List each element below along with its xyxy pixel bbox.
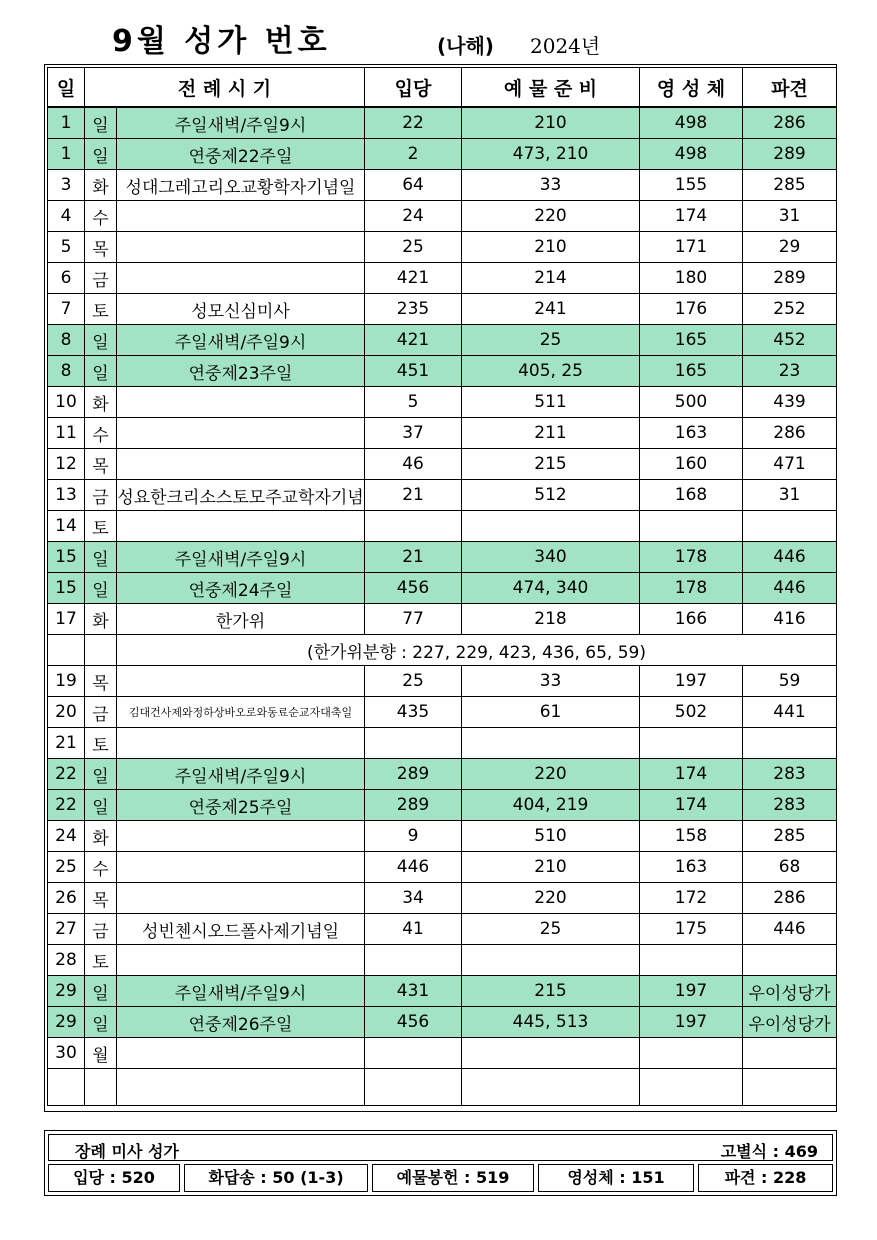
entrance-cell: 64	[365, 170, 462, 201]
day-cell	[48, 635, 85, 666]
weekday-cell: 토	[85, 294, 117, 325]
table-row	[48, 852, 837, 883]
day-cell: 25	[48, 852, 85, 883]
weekday-cell: 일	[85, 759, 117, 790]
season-cell	[117, 387, 365, 418]
dismissal-cell: 289	[743, 263, 837, 294]
weekday-cell: 금	[85, 480, 117, 511]
table-row	[48, 914, 837, 945]
offertory-cell: 218	[462, 604, 640, 635]
table-body	[48, 107, 837, 1106]
weekday-cell: 일	[85, 107, 117, 139]
offertory-cell: 210	[462, 107, 640, 139]
dismissal-cell: 23	[743, 356, 837, 387]
day-cell: 22	[48, 790, 85, 821]
dismissal-cell: 31	[743, 201, 837, 232]
day-cell: 4	[48, 201, 85, 232]
weekday-cell: 수	[85, 418, 117, 449]
weekday-cell: 금	[85, 697, 117, 728]
weekday-cell: 토	[85, 945, 117, 976]
weekday-cell: 화	[85, 604, 117, 635]
communion-cell	[640, 511, 743, 542]
weekday-cell: 수	[85, 852, 117, 883]
day-cell: 20	[48, 697, 85, 728]
offertory-cell: 512	[462, 480, 640, 511]
weekday-cell: 목	[85, 666, 117, 697]
weekday-cell: 일	[85, 573, 117, 604]
col-communion: 영 성 체	[640, 68, 743, 108]
communion-cell: 171	[640, 232, 743, 263]
communion-cell: 178	[640, 573, 743, 604]
season-cell: 한가위	[117, 604, 365, 635]
page-title: 9월 성가 번호	[112, 24, 331, 59]
table-row	[48, 635, 837, 666]
season-cell	[117, 1069, 365, 1106]
day-cell: 6	[48, 263, 85, 294]
offertory-cell: 474, 340	[462, 573, 640, 604]
offertory-cell: 61	[462, 697, 640, 728]
day-cell: 30	[48, 1038, 85, 1069]
dismissal-cell: 416	[743, 604, 837, 635]
communion-cell: 160	[640, 449, 743, 480]
table-row	[48, 170, 837, 201]
entrance-cell: 9	[365, 821, 462, 852]
col-offertory: 예 물 준 비	[462, 68, 640, 108]
season-cell	[117, 852, 365, 883]
season-cell: 연중제22주일	[117, 139, 365, 170]
day-cell: 24	[48, 821, 85, 852]
table-row	[48, 573, 837, 604]
offertory-cell: 214	[462, 263, 640, 294]
liturgical-year-cycle: (나해)	[437, 34, 494, 58]
weekday-cell: 토	[85, 728, 117, 759]
day-cell: 19	[48, 666, 85, 697]
dismissal-cell: 446	[743, 914, 837, 945]
dismissal-cell: 59	[743, 666, 837, 697]
dismissal-cell	[743, 728, 837, 759]
table-row	[48, 728, 837, 759]
table-row	[48, 1038, 837, 1069]
table-row	[48, 356, 837, 387]
communion-cell: 197	[640, 1007, 743, 1038]
season-cell	[117, 263, 365, 294]
entrance-cell: 421	[365, 263, 462, 294]
entrance-cell: 235	[365, 294, 462, 325]
dismissal-cell	[743, 511, 837, 542]
entrance-cell: 456	[365, 573, 462, 604]
day-cell: 3	[48, 170, 85, 201]
season-cell	[117, 232, 365, 263]
summary-header	[48, 1134, 833, 1161]
table-row	[48, 790, 837, 821]
dismissal-cell: 283	[743, 759, 837, 790]
table-row	[48, 604, 837, 635]
communion-cell: 172	[640, 883, 743, 914]
offertory-cell: 241	[462, 294, 640, 325]
weekday-cell: 목	[85, 232, 117, 263]
entrance-cell: 34	[365, 883, 462, 914]
table-row	[48, 263, 837, 294]
season-cell	[117, 728, 365, 759]
weekday-cell: 금	[85, 914, 117, 945]
table-row	[48, 821, 837, 852]
offertory-cell: 340	[462, 542, 640, 573]
season-cell: 연중제26주일	[117, 1007, 365, 1038]
table-row	[48, 759, 837, 790]
entrance-cell	[365, 511, 462, 542]
season-cell: 주일새벽/주일9시	[117, 759, 365, 790]
header-row	[48, 68, 837, 108]
offertory-cell: 220	[462, 201, 640, 232]
dismissal-cell: 68	[743, 852, 837, 883]
day-cell: 17	[48, 604, 85, 635]
entrance-cell	[365, 1038, 462, 1069]
entrance-cell: 431	[365, 976, 462, 1007]
weekday-cell: 수	[85, 201, 117, 232]
table-row	[48, 1069, 837, 1106]
day-cell: 15	[48, 542, 85, 573]
communion-cell: 166	[640, 604, 743, 635]
offertory-cell	[462, 1069, 640, 1106]
dismissal-cell: 286	[743, 883, 837, 914]
season-cell	[117, 418, 365, 449]
offertory-cell	[462, 1038, 640, 1069]
entrance-cell: 46	[365, 449, 462, 480]
weekday-cell: 화	[85, 821, 117, 852]
offertory-cell: 25	[462, 325, 640, 356]
season-cell: 주일새벽/주일9시	[117, 976, 365, 1007]
weekday-cell: 월	[85, 1038, 117, 1069]
day-cell: 21	[48, 728, 85, 759]
season-cell: 주일새벽/주일9시	[117, 325, 365, 356]
day-cell: 10	[48, 387, 85, 418]
weekday-cell: 목	[85, 449, 117, 480]
weekday-cell: 화	[85, 387, 117, 418]
col-dismissal: 파견	[743, 68, 837, 108]
weekday-cell: 일	[85, 1007, 117, 1038]
communion-cell: 500	[640, 387, 743, 418]
weekday-cell	[85, 635, 117, 666]
table-row	[48, 1007, 837, 1038]
season-cell: 연중제25주일	[117, 790, 365, 821]
offertory-cell: 33	[462, 666, 640, 697]
dismissal-cell	[743, 945, 837, 976]
day-cell	[48, 1069, 85, 1106]
season-cell	[117, 1038, 365, 1069]
summary-items	[48, 1164, 833, 1192]
day-cell: 28	[48, 945, 85, 976]
entrance-cell: 77	[365, 604, 462, 635]
table-row	[48, 201, 837, 232]
season-cell	[117, 511, 365, 542]
communion-cell: 180	[640, 263, 743, 294]
season-cell: 성요한크리소스토모주교학자기념	[117, 480, 365, 511]
communion-cell: 168	[640, 480, 743, 511]
day-cell: 11	[48, 418, 85, 449]
communion-cell: 197	[640, 976, 743, 1007]
dismissal-cell	[743, 1069, 837, 1106]
dismissal-cell: 471	[743, 449, 837, 480]
offertory-cell: 404, 219	[462, 790, 640, 821]
offertory-cell: 215	[462, 449, 640, 480]
season-cell: 연중제23주일	[117, 356, 365, 387]
dismissal-cell: 우이성당가	[743, 976, 837, 1007]
dismissal-cell: 452	[743, 325, 837, 356]
season-cell: 주일새벽/주일9시	[117, 542, 365, 573]
col-day: 일	[48, 68, 85, 108]
communion-cell	[640, 1038, 743, 1069]
table-row	[48, 294, 837, 325]
communion-cell: 178	[640, 542, 743, 573]
entrance-cell	[365, 728, 462, 759]
table-row	[48, 697, 837, 728]
weekday-cell: 일	[85, 139, 117, 170]
entrance-cell: 435	[365, 697, 462, 728]
dismissal-cell: 31	[743, 480, 837, 511]
communion-cell: 197	[640, 666, 743, 697]
weekday-cell: 일	[85, 976, 117, 1007]
farewell-hymn: 고별식 : 469	[720, 1142, 818, 1161]
entrance-cell: 25	[365, 666, 462, 697]
season-cell: 성빈첸시오드폴사제기념일	[117, 914, 365, 945]
summary-communion: 영성체 : 151	[538, 1164, 694, 1192]
entrance-cell: 22	[365, 107, 462, 139]
dismissal-cell: 286	[743, 107, 837, 139]
summary-psalm: 화답송 : 50 (1-3)	[184, 1164, 368, 1192]
dismissal-cell: 439	[743, 387, 837, 418]
dismissal-cell: 441	[743, 697, 837, 728]
weekday-cell: 금	[85, 263, 117, 294]
offertory-cell: 510	[462, 821, 640, 852]
season-cell: 주일새벽/주일9시	[117, 107, 365, 139]
dismissal-cell: 446	[743, 542, 837, 573]
offertory-cell: 473, 210	[462, 139, 640, 170]
season-cell	[117, 666, 365, 697]
weekday-cell: 일	[85, 325, 117, 356]
season-cell	[117, 201, 365, 232]
communion-cell: 165	[640, 356, 743, 387]
season-cell	[117, 883, 365, 914]
communion-cell: 502	[640, 697, 743, 728]
communion-cell	[640, 1069, 743, 1106]
dismissal-cell: 289	[743, 139, 837, 170]
dismissal-cell: 252	[743, 294, 837, 325]
day-cell: 27	[48, 914, 85, 945]
table-row	[48, 325, 837, 356]
summary-offertory: 예물봉헌 : 519	[372, 1164, 534, 1192]
season-cell	[117, 821, 365, 852]
offertory-cell: 210	[462, 232, 640, 263]
offertory-cell	[462, 728, 640, 759]
communion-cell: 174	[640, 790, 743, 821]
weekday-cell: 일	[85, 356, 117, 387]
summary-entrance: 입당 : 520	[48, 1164, 180, 1192]
entrance-cell: 421	[365, 325, 462, 356]
offertory-cell: 211	[462, 418, 640, 449]
hymn-schedule-table	[47, 67, 837, 1106]
entrance-cell: 25	[365, 232, 462, 263]
entrance-cell: 24	[365, 201, 462, 232]
dismissal-cell: 29	[743, 232, 837, 263]
weekday-cell: 일	[85, 790, 117, 821]
summary-dismissal: 파견 : 228	[698, 1164, 833, 1192]
day-cell: 22	[48, 759, 85, 790]
communion-cell: 175	[640, 914, 743, 945]
col-season: 전 례 시 기	[85, 68, 365, 108]
offertory-cell: 445, 513	[462, 1007, 640, 1038]
day-cell: 13	[48, 480, 85, 511]
weekday-cell: 일	[85, 542, 117, 573]
entrance-cell: 5	[365, 387, 462, 418]
communion-cell: 163	[640, 418, 743, 449]
communion-cell: 165	[640, 325, 743, 356]
entrance-cell: 41	[365, 914, 462, 945]
communion-cell	[640, 945, 743, 976]
communion-cell	[640, 728, 743, 759]
communion-cell: 174	[640, 201, 743, 232]
entrance-cell	[365, 945, 462, 976]
dismissal-cell: 우이성당가	[743, 1007, 837, 1038]
offertory-cell: 25	[462, 914, 640, 945]
table-row	[48, 387, 837, 418]
dismissal-cell: 446	[743, 573, 837, 604]
offertory-cell: 220	[462, 759, 640, 790]
offertory-cell: 33	[462, 170, 640, 201]
season-cell: 김대건사제와정하상바오로와동료순교자대축일	[117, 697, 365, 728]
day-cell: 1	[48, 139, 85, 170]
incense-note: (한가위분향 : 227, 229, 423, 436, 65, 59)	[117, 635, 837, 666]
day-cell: 26	[48, 883, 85, 914]
communion-cell: 163	[640, 852, 743, 883]
day-cell: 14	[48, 511, 85, 542]
title-bar	[0, 0, 877, 62]
dismissal-cell	[743, 1038, 837, 1069]
offertory-cell: 210	[462, 852, 640, 883]
season-cell	[117, 449, 365, 480]
offertory-cell: 405, 25	[462, 356, 640, 387]
table-row	[48, 666, 837, 697]
communion-cell: 174	[640, 759, 743, 790]
entrance-cell: 37	[365, 418, 462, 449]
communion-cell: 158	[640, 821, 743, 852]
day-cell: 8	[48, 356, 85, 387]
year-label: 2024년	[530, 34, 601, 58]
weekday-cell	[85, 1069, 117, 1106]
offertory-cell: 220	[462, 883, 640, 914]
dismissal-cell: 283	[743, 790, 837, 821]
summary-label: 장례 미사 성가	[75, 1142, 179, 1161]
table-row	[48, 883, 837, 914]
day-cell: 29	[48, 1007, 85, 1038]
season-cell: 성대그레고리오교황학자기념일	[117, 170, 365, 201]
col-entrance: 입당	[365, 68, 462, 108]
entrance-cell: 21	[365, 480, 462, 511]
communion-cell: 498	[640, 107, 743, 139]
dismissal-cell: 285	[743, 170, 837, 201]
funeral-mass-summary	[44, 1130, 837, 1196]
entrance-cell: 289	[365, 790, 462, 821]
table-row	[48, 418, 837, 449]
weekday-cell: 목	[85, 883, 117, 914]
table-row	[48, 139, 837, 170]
season-cell: 연중제24주일	[117, 573, 365, 604]
entrance-cell	[365, 1069, 462, 1106]
table-row	[48, 449, 837, 480]
communion-cell: 176	[640, 294, 743, 325]
entrance-cell: 289	[365, 759, 462, 790]
offertory-cell	[462, 945, 640, 976]
day-cell: 8	[48, 325, 85, 356]
communion-cell: 155	[640, 170, 743, 201]
dismissal-cell: 286	[743, 418, 837, 449]
entrance-cell: 451	[365, 356, 462, 387]
season-cell	[117, 945, 365, 976]
entrance-cell: 2	[365, 139, 462, 170]
table-row	[48, 976, 837, 1007]
table-row	[48, 542, 837, 573]
dismissal-cell: 285	[743, 821, 837, 852]
communion-cell: 498	[640, 139, 743, 170]
day-cell: 5	[48, 232, 85, 263]
table-row	[48, 945, 837, 976]
table-row	[48, 480, 837, 511]
weekday-cell: 토	[85, 511, 117, 542]
offertory-cell: 215	[462, 976, 640, 1007]
table-row	[48, 232, 837, 263]
weekday-cell: 화	[85, 170, 117, 201]
day-cell: 29	[48, 976, 85, 1007]
table-row	[48, 107, 837, 139]
day-cell: 12	[48, 449, 85, 480]
table-row	[48, 511, 837, 542]
offertory-cell: 511	[462, 387, 640, 418]
entrance-cell: 446	[365, 852, 462, 883]
entrance-cell: 21	[365, 542, 462, 573]
entrance-cell: 456	[365, 1007, 462, 1038]
day-cell: 7	[48, 294, 85, 325]
day-cell: 1	[48, 107, 85, 139]
offertory-cell	[462, 511, 640, 542]
season-cell: 성모신심미사	[117, 294, 365, 325]
day-cell: 15	[48, 573, 85, 604]
